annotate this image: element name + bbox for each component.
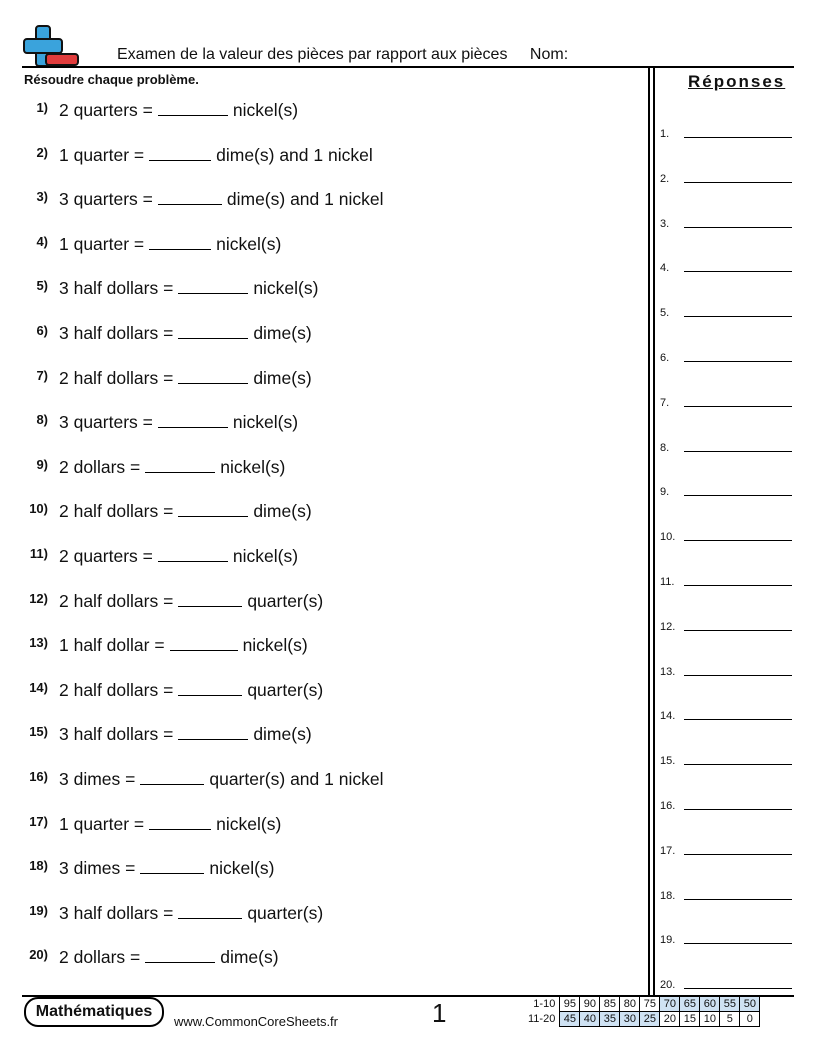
problem-prompt: 1 quarter = xyxy=(59,144,145,165)
answer-row xyxy=(660,478,792,498)
answer-line[interactable] xyxy=(684,406,792,407)
problem-number: 13) xyxy=(29,635,48,651)
problem-number: 9) xyxy=(36,456,48,472)
problem-text xyxy=(59,189,383,210)
answer-number: 1. xyxy=(660,128,670,140)
answer-number: 4. xyxy=(660,262,670,275)
plus-minus-logo-icon xyxy=(22,24,80,68)
problem-prompt: 2 dollars = xyxy=(59,456,141,477)
answer-blank[interactable] xyxy=(158,560,228,562)
problem-text xyxy=(59,724,312,745)
score-cell: 85 xyxy=(600,997,620,1012)
problem-number: 16) xyxy=(29,769,48,784)
problem-unit: dime(s) and 1 nickel xyxy=(216,144,373,165)
problem-prompt: 2 half dollars = xyxy=(59,679,174,700)
problem-item xyxy=(0,409,640,439)
answer-line[interactable] xyxy=(684,585,792,586)
problem-text xyxy=(59,814,281,835)
answer-number: 5. xyxy=(660,307,670,320)
problem-prompt: 2 dollars = xyxy=(59,947,141,968)
score-cell: 60 xyxy=(700,997,720,1012)
answer-blank[interactable] xyxy=(149,248,211,250)
answer-row xyxy=(660,344,792,364)
problem-unit: quarter(s) xyxy=(247,902,324,923)
problem-prompt: 3 half dollars = xyxy=(59,902,174,923)
answer-blank[interactable] xyxy=(178,738,248,740)
answer-line[interactable] xyxy=(684,854,792,855)
answer-line[interactable] xyxy=(684,271,792,272)
answer-line[interactable] xyxy=(684,809,792,810)
answer-number: 19. xyxy=(660,934,676,947)
problem-item xyxy=(0,632,640,662)
answer-row xyxy=(660,165,792,185)
answer-line[interactable] xyxy=(684,182,792,183)
title-text: Examen de la valeur des pièces par rapport aux pièces xyxy=(117,46,508,63)
answer-line[interactable] xyxy=(684,988,792,989)
problem-unit: dime(s) and 1 nickel xyxy=(226,189,384,210)
problem-item xyxy=(0,498,640,528)
score-cell: 10 xyxy=(700,1012,720,1027)
answer-row xyxy=(660,926,792,946)
header-divider xyxy=(22,66,794,68)
answer-number: 2. xyxy=(660,172,670,185)
problem-unit: nickel(s) xyxy=(232,412,299,433)
problem-number: 12) xyxy=(29,590,48,606)
score-row xyxy=(526,997,760,1012)
problem-unit: quarter(s) xyxy=(247,590,324,611)
answer-number: 9. xyxy=(660,486,670,499)
answer-number: 20. xyxy=(660,979,676,992)
answer-blank[interactable] xyxy=(145,471,215,473)
answer-line[interactable] xyxy=(684,943,792,944)
answer-line[interactable] xyxy=(684,719,792,720)
problem-unit: dime(s) xyxy=(253,367,312,388)
problem-number: 10) xyxy=(29,501,48,517)
answer-row xyxy=(660,523,792,543)
problem-prompt: 2 half dollars = xyxy=(59,590,174,611)
problem-prompt: 3 quarters = xyxy=(59,412,153,433)
answer-number: 16. xyxy=(660,800,676,812)
website-link[interactable]: www.CommonCoreSheets.fr xyxy=(174,1014,338,1029)
score-range-label: 11-20 xyxy=(528,1013,556,1025)
problem-prompt: 3 dimes = xyxy=(59,769,136,789)
problem-unit: nickel(s) xyxy=(253,278,319,299)
answer-row xyxy=(660,702,792,722)
problem-number: 5) xyxy=(36,278,48,294)
answer-line[interactable] xyxy=(684,630,792,631)
score-cell: 40 xyxy=(580,1012,600,1027)
problem-item xyxy=(0,142,640,172)
problem-prompt: 2 quarters = xyxy=(59,546,153,566)
problem-unit: quarter(s) xyxy=(247,679,324,700)
score-cell: 95 xyxy=(560,997,580,1012)
answer-blank[interactable] xyxy=(178,605,242,607)
score-cell: 80 xyxy=(620,997,640,1012)
answer-row xyxy=(660,837,792,857)
problem-item xyxy=(0,855,640,885)
score-row xyxy=(526,1012,760,1027)
answer-number: 6. xyxy=(660,352,670,364)
problem-item xyxy=(0,900,640,930)
answer-blank[interactable] xyxy=(158,114,228,116)
problem-item xyxy=(0,275,640,305)
problem-prompt: 3 quarters = xyxy=(59,189,153,210)
problem-prompt: 3 half dollars = xyxy=(59,724,174,745)
problem-text xyxy=(59,501,312,522)
problem-text xyxy=(59,635,308,656)
column-divider xyxy=(648,67,650,995)
problem-item xyxy=(0,677,640,707)
problem-unit: dime(s) xyxy=(253,323,312,343)
problem-number: 2) xyxy=(36,144,48,160)
answer-line[interactable] xyxy=(684,316,792,317)
problem-number: 11) xyxy=(29,546,48,561)
problem-unit: quarter(s) and 1 nickel xyxy=(209,769,384,789)
score-cell: 70 xyxy=(660,997,680,1012)
score-cell: 90 xyxy=(580,997,600,1012)
answer-line[interactable] xyxy=(684,495,792,496)
score-cell: 20 xyxy=(660,1012,680,1027)
answer-row xyxy=(660,882,792,902)
score-cell: 35 xyxy=(600,1012,620,1027)
answer-blank[interactable] xyxy=(178,515,248,517)
problem-text xyxy=(59,278,318,299)
problem-prompt: 1 half dollar = xyxy=(59,635,165,656)
problem-unit: dime(s) xyxy=(253,501,312,522)
problem-item xyxy=(0,811,640,841)
answer-row xyxy=(660,792,792,812)
problem-item xyxy=(0,186,640,216)
answer-row xyxy=(660,210,792,230)
problem-text xyxy=(59,412,298,433)
answer-blank[interactable] xyxy=(178,917,242,919)
answer-number: 3. xyxy=(660,217,670,230)
answer-row xyxy=(660,389,792,409)
answer-number: 12. xyxy=(660,620,676,633)
answer-blank[interactable] xyxy=(158,426,228,428)
problem-item xyxy=(0,944,640,974)
score-cell: 75 xyxy=(640,997,660,1012)
answer-line[interactable] xyxy=(684,361,792,362)
problem-number: 15) xyxy=(29,724,48,740)
page-number: 1 xyxy=(432,998,447,1028)
answer-number: 18. xyxy=(660,889,676,902)
problem-prompt: 2 quarters = xyxy=(59,100,153,120)
answer-blank[interactable] xyxy=(149,828,211,830)
problem-item xyxy=(0,454,640,484)
problem-prompt: 3 dimes = xyxy=(59,858,136,879)
subject-badge: Mathématiques xyxy=(24,997,164,1027)
answer-line[interactable] xyxy=(684,899,792,900)
problem-item xyxy=(0,721,640,751)
problem-item xyxy=(0,231,640,261)
problem-unit: nickel(s) xyxy=(220,456,286,477)
answer-row xyxy=(660,747,792,767)
problem-number: 20) xyxy=(29,947,48,963)
problem-text xyxy=(59,368,312,389)
answer-blank[interactable] xyxy=(149,159,211,161)
problem-number: 7) xyxy=(36,367,48,383)
problem-text xyxy=(59,145,373,166)
problem-number: 3) xyxy=(36,189,48,205)
answers-heading: Réponses xyxy=(688,72,786,91)
problem-text xyxy=(59,591,323,612)
answer-blank[interactable] xyxy=(178,337,248,339)
problem-number: 17) xyxy=(29,813,48,829)
answer-number: 11. xyxy=(660,576,675,588)
score-cell: 30 xyxy=(620,1012,640,1027)
answer-number: 13. xyxy=(660,665,676,678)
score-table xyxy=(526,996,760,1027)
problem-text xyxy=(59,457,285,478)
answer-blank[interactable] xyxy=(178,694,242,696)
problem-unit: nickel(s) xyxy=(242,635,308,656)
answer-line[interactable] xyxy=(684,540,792,541)
answer-row xyxy=(660,613,792,633)
problem-item xyxy=(0,766,640,796)
problem-text xyxy=(59,100,298,121)
answer-blank[interactable] xyxy=(145,961,215,963)
problem-prompt: 3 half dollars = xyxy=(59,323,174,343)
problem-unit: nickel(s) xyxy=(232,100,299,120)
answer-blank[interactable] xyxy=(158,203,222,205)
problem-number: 18) xyxy=(29,858,48,874)
answer-blank[interactable] xyxy=(178,382,248,384)
problem-number: 1) xyxy=(36,100,48,115)
answer-line[interactable] xyxy=(684,227,792,228)
problem-number: 8) xyxy=(36,412,48,428)
problem-unit: dime(s) xyxy=(253,724,312,745)
problem-number: 4) xyxy=(36,233,48,249)
answer-number: 8. xyxy=(660,441,670,454)
problem-item xyxy=(0,543,640,573)
answer-number: 14. xyxy=(660,710,676,723)
problem-item xyxy=(0,365,640,395)
answer-blank[interactable] xyxy=(140,872,204,874)
answer-number: 10. xyxy=(660,531,676,544)
answer-row xyxy=(660,568,792,588)
answer-row xyxy=(660,299,792,319)
problem-unit: nickel(s) xyxy=(232,546,299,566)
problem-text xyxy=(59,546,298,567)
answer-row xyxy=(660,120,792,140)
score-cell: 45 xyxy=(560,1012,580,1027)
problem-text xyxy=(59,858,275,879)
problem-item xyxy=(0,588,640,618)
problem-text xyxy=(59,903,323,924)
problem-item xyxy=(0,320,640,350)
problem-unit: nickel(s) xyxy=(209,858,275,879)
problem-prompt: 3 half dollars = xyxy=(59,278,174,299)
score-range-label: 1-10 xyxy=(533,998,556,1010)
problem-prompt: 1 quarter = xyxy=(59,813,145,834)
problem-prompt: 2 half dollars = xyxy=(59,367,174,388)
answer-line[interactable] xyxy=(684,675,792,676)
score-cell: 25 xyxy=(640,1012,660,1027)
worksheet-title xyxy=(117,46,568,64)
problem-text xyxy=(59,680,323,701)
answer-row xyxy=(660,254,792,274)
answer-number: 15. xyxy=(660,755,676,768)
score-cell: 0 xyxy=(740,1012,760,1027)
problem-text xyxy=(59,323,312,344)
problem-text xyxy=(59,234,281,255)
answer-blank[interactable] xyxy=(170,649,238,651)
answer-number: 17. xyxy=(660,844,676,857)
problem-prompt: 1 quarter = xyxy=(59,233,145,254)
problem-text xyxy=(59,947,279,968)
answer-row xyxy=(660,971,792,991)
score-cell: 5 xyxy=(720,1012,740,1027)
answer-blank[interactable] xyxy=(140,783,204,785)
answer-row xyxy=(660,434,792,454)
answer-line[interactable] xyxy=(684,137,792,138)
problem-unit: nickel(s) xyxy=(216,813,282,834)
answer-line[interactable] xyxy=(684,451,792,452)
score-cell: 15 xyxy=(680,1012,700,1027)
instructions: Résoudre chaque problème. xyxy=(24,72,199,87)
problem-item xyxy=(0,97,640,127)
answer-line[interactable] xyxy=(684,764,792,765)
score-cell: 50 xyxy=(740,997,760,1012)
column-divider xyxy=(653,67,655,995)
problem-text xyxy=(59,769,383,790)
problem-number: 19) xyxy=(29,902,48,918)
name-label: Nom: xyxy=(529,46,569,63)
answer-number: 7. xyxy=(660,396,670,409)
problem-unit: dime(s) xyxy=(220,947,279,968)
score-cell: 65 xyxy=(680,997,700,1012)
problem-number: 6) xyxy=(36,323,48,338)
answer-blank[interactable] xyxy=(178,292,248,294)
answer-row xyxy=(660,658,792,678)
problem-number: 14) xyxy=(29,679,48,695)
score-cell: 55 xyxy=(720,997,740,1012)
problem-unit: nickel(s) xyxy=(216,233,282,254)
problem-prompt: 2 half dollars = xyxy=(59,501,174,522)
